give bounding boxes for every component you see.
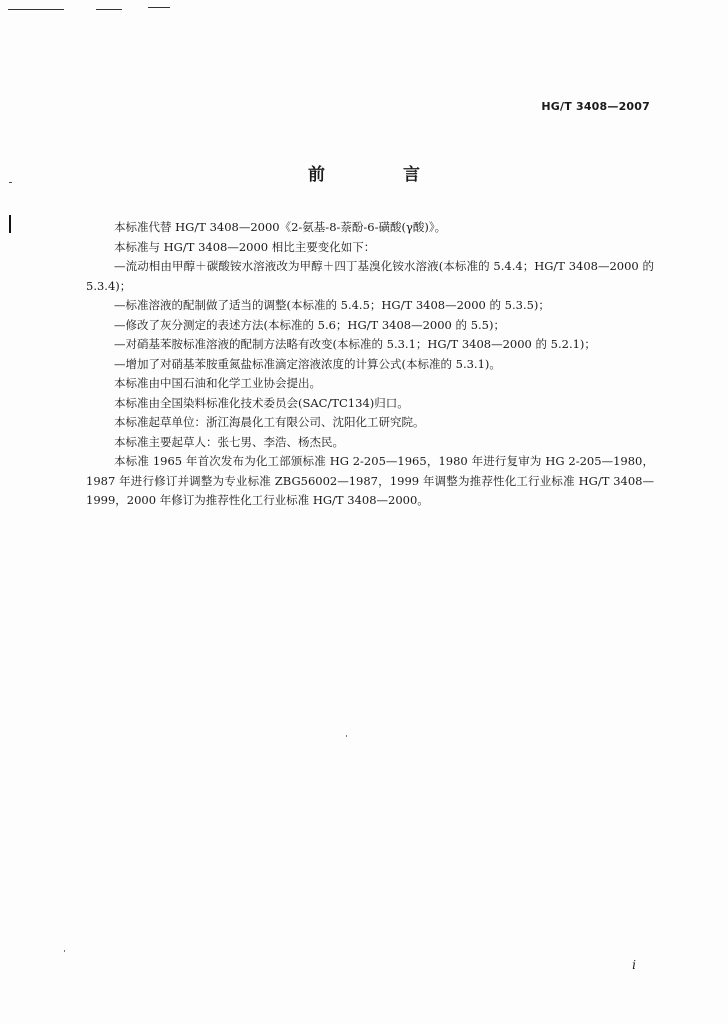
scan-artifact-line — [148, 7, 170, 8]
paragraph-drafters: 本标准主要起草人：张七男、李浩、杨杰民。 — [114, 434, 344, 449]
change-item-calculation-formula: —增加了对硝基苯胺重氮盐标准滴定溶液浓度的计算公式(本标准的 5.3.1)。 — [114, 356, 501, 371]
page-number: i — [632, 958, 636, 972]
scan-speck — [64, 950, 65, 952]
scan-artifact-bar — [9, 215, 11, 233]
paragraph-changes-intro: 本标准与 HG/T 3408—2000 相比主要变化如下： — [114, 239, 376, 254]
scan-artifact-line — [96, 9, 122, 10]
change-item-standard-solution: —标准溶液的配制做了适当的调整(本标准的 5.4.5；HG/T 3408—2000 的 5.3.5)； — [114, 298, 550, 312]
change-item-mobile-phase: —流动相由甲醇＋碳酸铵水溶液改为甲醇＋四丁基溴化铵水溶液(本标准的 5.4.4；HG/T 3408—2000 的 5.3.4)； — [86, 259, 654, 293]
page-title: 前 言 — [308, 165, 456, 185]
paragraph-drafting-units: 本标准起草单位：浙江海晨化工有限公司、沈阳化工研究院。 — [114, 415, 425, 429]
scan-artifact-line — [8, 9, 64, 10]
paragraph-administered-by: 本标准由全国染料标准化技术委员会(SAC/TC134)归口。 — [114, 395, 409, 410]
standard-code-header: HG/T 3408—2007 — [541, 100, 650, 113]
change-item-ash-method: —修改了灰分测定的表述方法(本标准的 5.6；HG/T 3408—2000 的 5.5)； — [114, 317, 505, 332]
change-item-nitroaniline-solution: —对硝基苯胺标准溶液的配制方法略有改变(本标准的 5.3.1；HG/T 3408—2000 的 5.2.1)； — [114, 337, 596, 351]
paragraph-replaces: 本标准代替 HG/T 3408—2000《2-氨基-8-萘酚-6-磺酸(γ酸)》。 — [114, 220, 447, 234]
paragraph-proposed-by: 本标准由中国石油和化学工业协会提出。 — [114, 376, 321, 390]
scan-speck — [346, 735, 347, 737]
paragraph-history: 本标准 1965 年首次发布为化工部颁标准 HG 2-205—1965，1980 年进行复审为 HG 2-205—1980，1987 年进行修订并调整为专业标准 ZBG56002—1987，1999 年调整为推荐性化工行业标准 HG/T 3408—1999，2000 年修订为推荐性化工行业标准 HG/T 3408—2000。 — [86, 454, 654, 507]
foreword-body — [86, 218, 654, 511]
